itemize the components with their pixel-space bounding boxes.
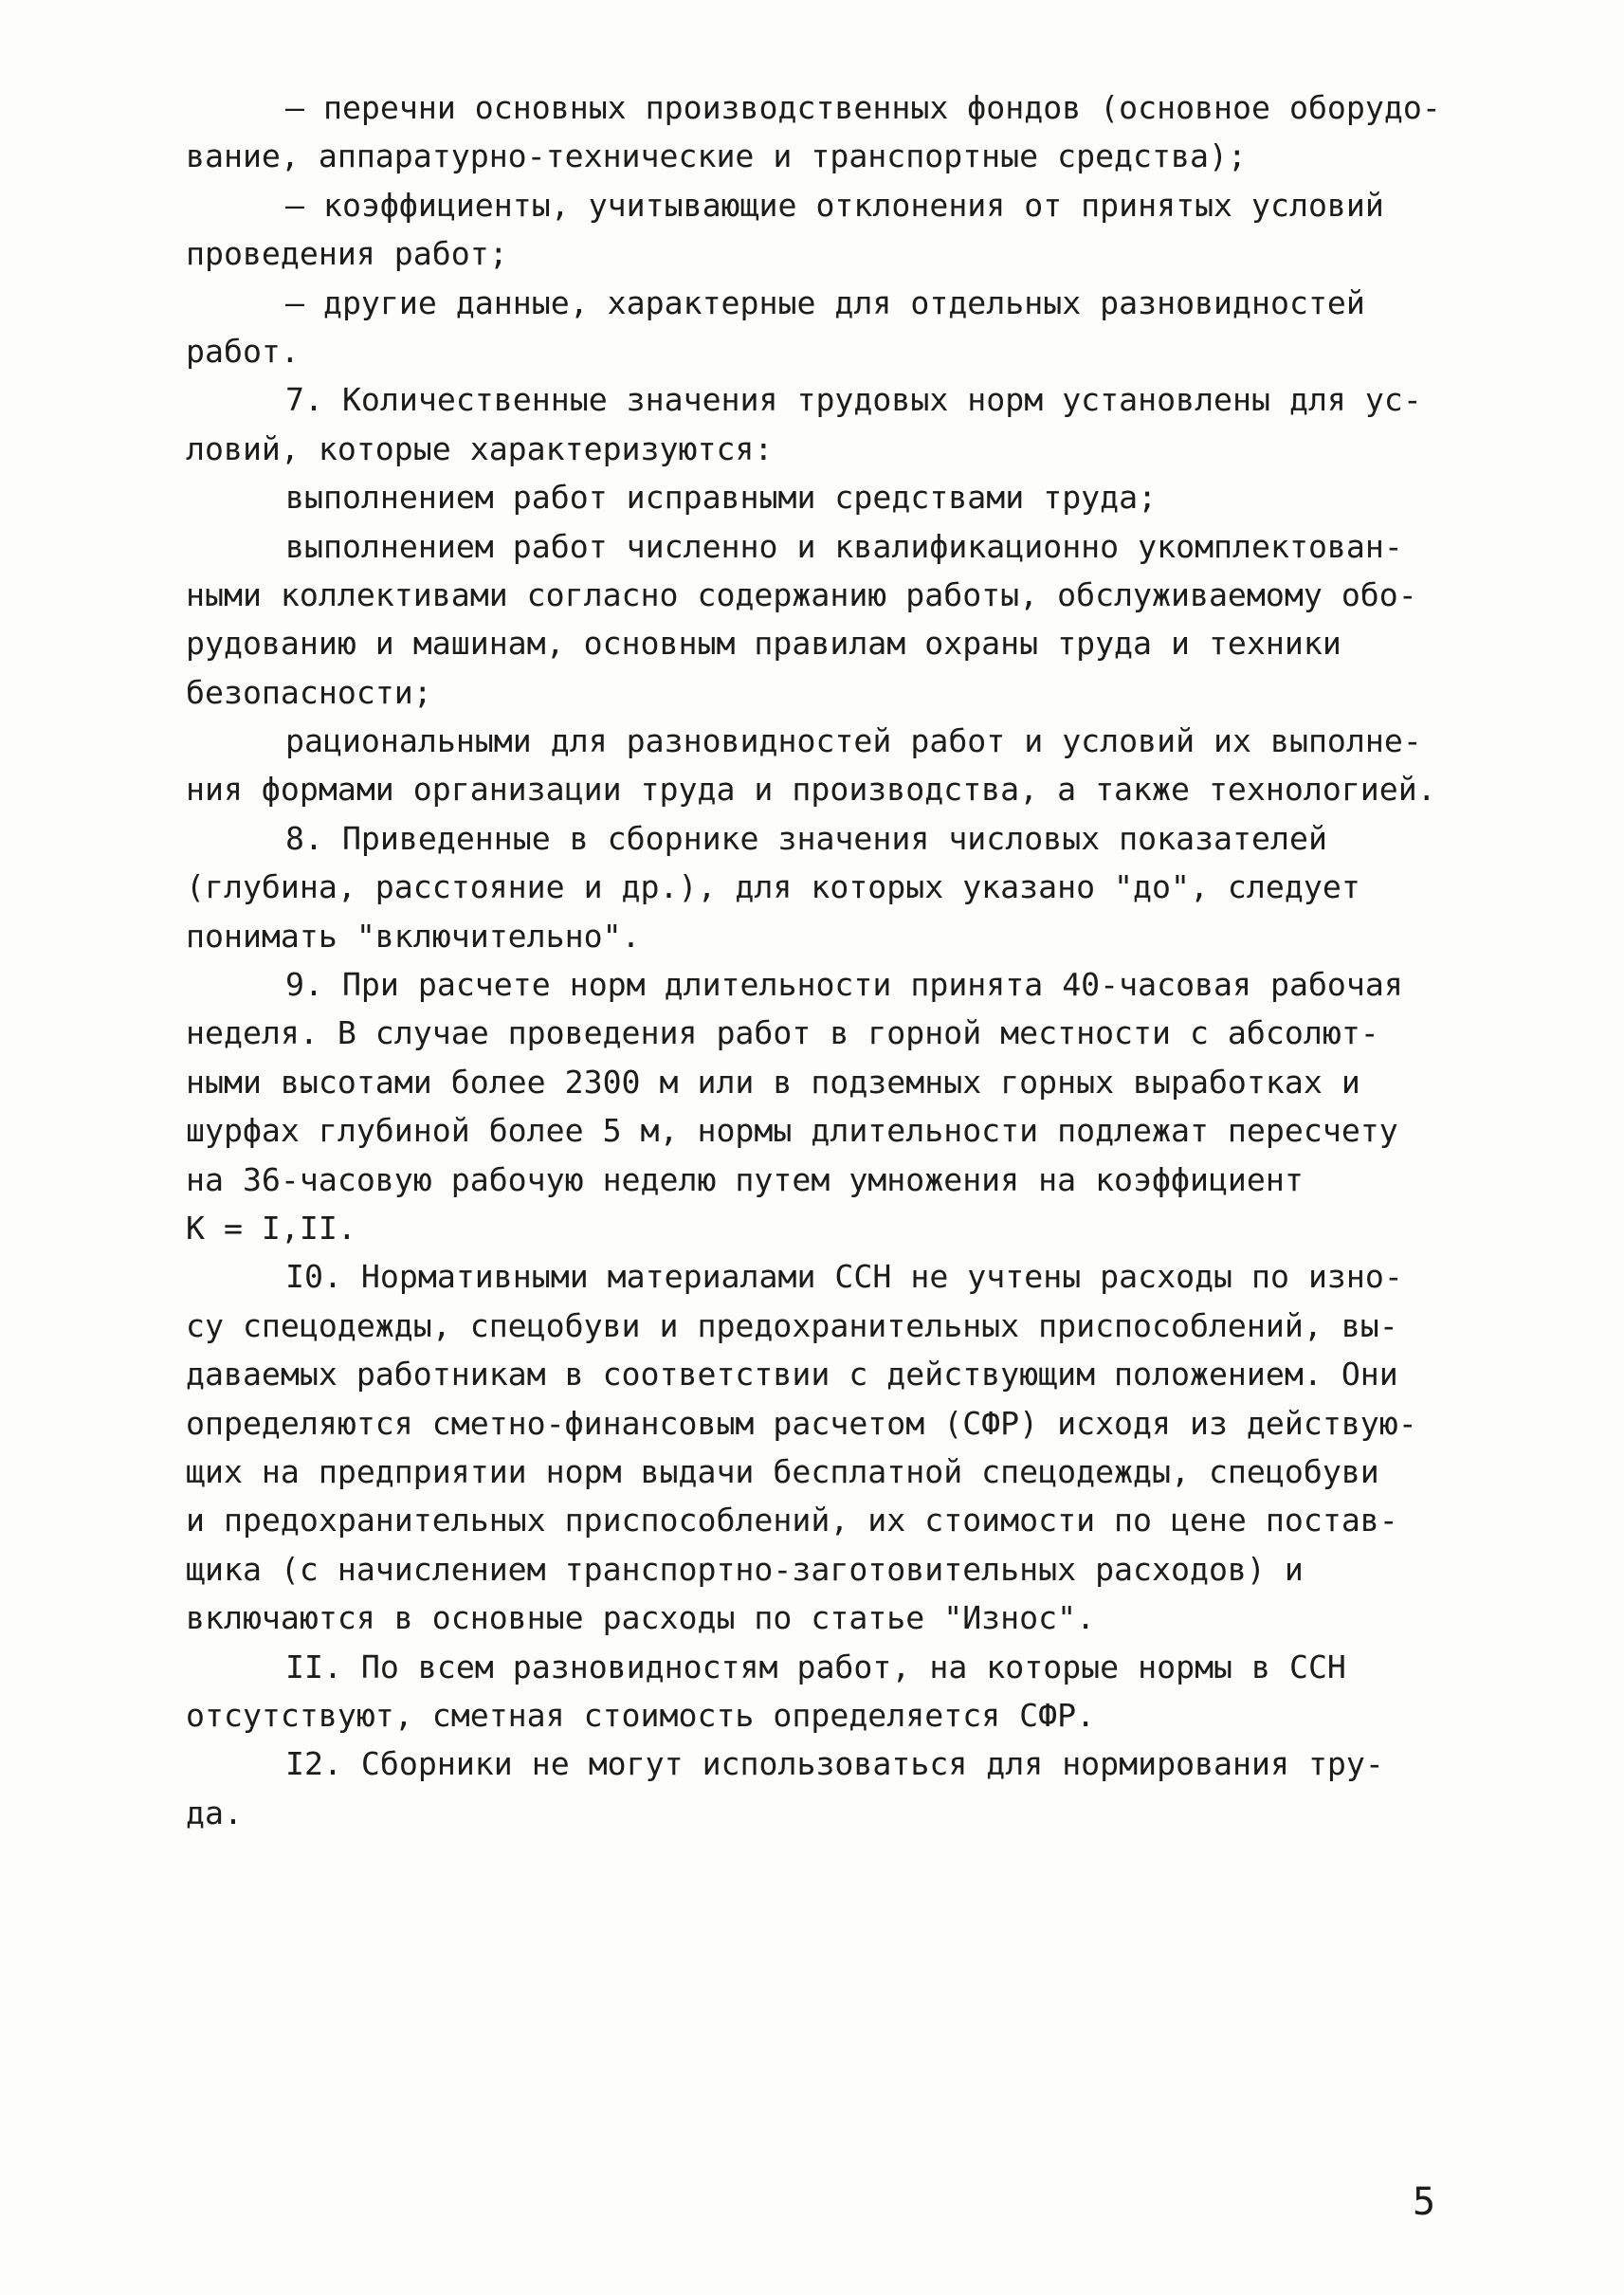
text-line: вание, аппаратурно-технические и транспортные средства);	[186, 137, 1247, 175]
text-line: да.	[186, 1794, 243, 1831]
text-line: рациональными для разновидностей работ и условий их выполне-	[285, 722, 1422, 760]
text-line: рудованию и машинам, основным правилам охраны труда и техники	[186, 625, 1341, 663]
text-line: определяются сметно-финансовым расчетом (СФР) исходя из действую-	[186, 1404, 1417, 1442]
text-line: безопасности;	[186, 673, 432, 711]
text-line: – коэффициенты, учитывающие отклонения от принятых условий	[285, 186, 1384, 224]
text-line: су спецодежды, спецобуви и предохранительных приспособлений, вы-	[186, 1306, 1398, 1344]
text-line: понимать "включительно".	[186, 917, 641, 955]
text-line: щих на предприятии норм выдачи бесплатной спецодежды, спецобуви	[186, 1452, 1379, 1490]
text-line: 9. При расчете норм длительности принята 40-часовая рабочая	[285, 966, 1403, 1004]
text-line: (глубина, расстояние и др.), для которых указано "до", следует	[186, 868, 1360, 906]
text-line: II. По всем разновидностям работ, на которые нормы в ССН	[285, 1648, 1346, 1685]
text-line: проведения работ;	[186, 235, 508, 273]
text-line: на 36-часовую рабочую неделю путем умножения на коэффициент	[186, 1160, 1304, 1198]
text-line: отсутствуют, сметная стоимость определяется СФР.	[186, 1696, 1096, 1734]
page-number: 5	[1413, 2180, 1436, 2224]
text-line: 7. Количественные значения трудовых норм установлены для ус-	[285, 381, 1422, 419]
text-line: выполнением работ исправными средствами труда;	[285, 479, 1158, 517]
text-line: даваемых работникам в соответствии с действующим положением. Они	[186, 1356, 1398, 1393]
text-line: работ.	[186, 332, 300, 370]
text-line: ловий, которые характеризуются:	[186, 429, 774, 467]
text-line: ния формами организации труда и производства, а также технологией.	[186, 771, 1436, 809]
text-line: неделя. В случае проведения работ в горной местности с абсолют-	[186, 1014, 1379, 1052]
text-line: – другие данные, характерные для отдельных разновидностей	[285, 283, 1365, 321]
text-line: выполнением работ численно и квалификационно укомплектован-	[285, 527, 1403, 565]
text-line: К = I,II.	[186, 1209, 356, 1247]
text-line: включаются в основные расходы по статье "Износ".	[186, 1599, 1096, 1637]
text-line: I2. Сборники не могут использоваться для нормирования тру-	[285, 1745, 1384, 1783]
text-line: ными высотами более 2300 м или в подземных горных выработках и	[186, 1063, 1360, 1101]
text-line: 8. Приведенные в сборнике значения числовых показателей	[285, 819, 1327, 857]
text-line: щика (с начислением транспортно-заготовительных расходов) и	[186, 1550, 1304, 1588]
text-line: ными коллективами согласно содержанию работы, обслуживаемому обо-	[186, 575, 1417, 613]
text-line: I0. Нормативными материалами ССН не учтены расходы по изно-	[285, 1258, 1403, 1296]
body-text	[186, 83, 1494, 1837]
text-line: шурфах глубиной более 5 м, нормы длительности подлежат пересчету	[186, 1112, 1398, 1150]
text-line: и предохранительных приспособлений, их стоимости по цене постав-	[186, 1502, 1398, 1539]
text-line: – перечни основных производственных фондов (основное оборудо-	[285, 89, 1441, 126]
